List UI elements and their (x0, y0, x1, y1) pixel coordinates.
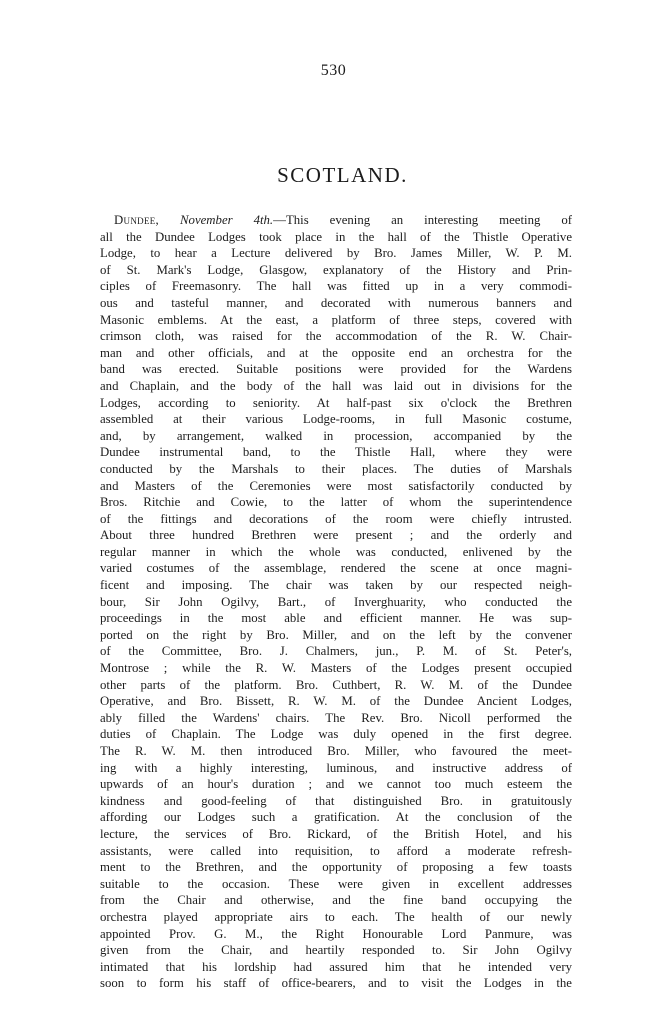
article-line: ably filled the Wardens' chairs. The Rev. Bro. Nicoll performed the (100, 710, 572, 725)
article-line: crimson cloth, was raised for the accommodation of the R. W. Chair- (100, 329, 572, 344)
article-line: regular manner in which the whole was conducted, enlivened by the (100, 544, 572, 559)
article-line (100, 212, 572, 229)
article-line: Montrose ; while the R. W. Masters of the Lodges present occupied (100, 661, 572, 676)
article-line: orchestra played appropriate airs to each. The health of our newly (100, 909, 572, 924)
article-line: lecture, the services of Bro. Rickard, of the British Hotel, and his (100, 826, 572, 841)
article-line: of St. Mark's Lodge, Glasgow, explanatory of the History and Prin- (100, 262, 572, 277)
article-line: The R. W. M. then introduced Bro. Miller, who favoured the meet- (100, 744, 572, 758)
article-line: other parts of the platform. Bro. Cuthbert, R. W. M. of the Dundee (100, 677, 572, 692)
article-line: varied costumes of the assemblage, rendered the scene at once magni- (100, 561, 572, 576)
article-line: all the Dundee Lodges took place in the hall of the Thistle Operative (100, 229, 572, 244)
page-number: 530 (320, 62, 347, 79)
article-line: and Masters of the Ceremonies were most satisfactorily conducted by (100, 478, 572, 493)
article-line: appointed Prov. G. M., the Right Honourable Lord Panmure, was (100, 926, 572, 941)
article-line: ous and tasteful manner, and decorated with numerous banners and (100, 295, 572, 310)
article-line: Lodges, according to seniority. At half-past six o'clock the Brethren (100, 395, 572, 410)
article-line: suitable to the occasion. These were given in excellent addresses (100, 876, 572, 891)
article-body (100, 212, 572, 992)
article-line: ment to the Brethren, and the opportunity of proposing a few toasts (100, 860, 572, 875)
article-line: from the Chair and otherwise, and the fine band occupying the (100, 893, 572, 908)
article-line: Masonic emblems. At the east, a platform of three steps, covered with (100, 312, 572, 327)
article-line: assembled at their various Lodge-rooms, in full Masonic costume, (100, 412, 572, 427)
article-line: duties of Chaplain. The Lodge was duly opened in the first degree. (100, 727, 572, 742)
article-line: About three hundred Brethren were present ; and the orderly and (100, 528, 572, 543)
article-line: bour, Sir John Ogilvy, Bart., of Inverghuarity, who conducted the (100, 594, 572, 609)
article-line: of the Committee, Bro. J. Chalmers, jun., P. M. of St. Peter's, (100, 644, 572, 659)
article-line: man and other officials, and at the opposite end an orchestra for the (100, 345, 572, 360)
article-place: Dundee, (114, 213, 160, 227)
article-line: ported on the right by Bro. Miller, and on the left by the convener (100, 627, 572, 642)
article-line: Bros. Ritchie and Cowie, to the latter of whom the superintendence (100, 495, 572, 510)
article-line: proceedings in the most able and efficient manner. He was sup- (100, 611, 572, 626)
article-lead-text: —This evening an interesting meeting of (273, 213, 572, 227)
article-line: of the fittings and decorations of the room were chiefly intrusted. (100, 511, 572, 526)
article-line: Operative, and Bro. Bissett, R. W. M. of the Dundee Ancient Lodges, (100, 694, 572, 709)
article-line: and Chaplain, and the body of the hall was laid out in divisions for the (100, 378, 572, 393)
article-line: ing with a highly interesting, luminous, and instructive address of (100, 760, 572, 775)
article-line: Dundee instrumental band, to the Thistle Hall, where they were (100, 445, 572, 460)
article-line: assistants, were called into requisition, to afford a moderate refresh- (100, 843, 572, 858)
article-line: given from the Chair, and heartily responded to. Sir John Ogilvy (100, 943, 572, 958)
article-line: intimated that his lordship had assured him that he intended very (100, 959, 572, 974)
article-line: Lodge, to hear a Lecture delivered by Bro. James Miller, W. P. M. (100, 246, 572, 261)
article-line: affording our Lodges such a gratification. At the conclusion of the (100, 810, 572, 825)
article-line: ciples of Freemasonry. The hall was fitted up in a very commodi- (100, 279, 572, 294)
article-line: upwards of an hour's duration ; and we cannot too much esteem the (100, 777, 572, 792)
article-date: November 4th. (180, 213, 274, 227)
article-line: and, by arrangement, walked in procession, accompanied by the (100, 428, 572, 443)
article-line: soon to form his staff of office-bearers, and to visit the Lodges in the (100, 976, 572, 991)
article-line: ficent and imposing. The chair was taken by our respected neigh- (100, 578, 572, 593)
article-line: conducted by the Marshals to their places. The duties of Marshals (100, 461, 572, 476)
section-heading: SCOTLAND. (277, 163, 408, 187)
article-line: band was erected. Suitable positions were provided for the Wardens (100, 362, 572, 377)
article-line: kindness and good-feeling of that distinguished Bro. in gratuitously (100, 793, 572, 808)
